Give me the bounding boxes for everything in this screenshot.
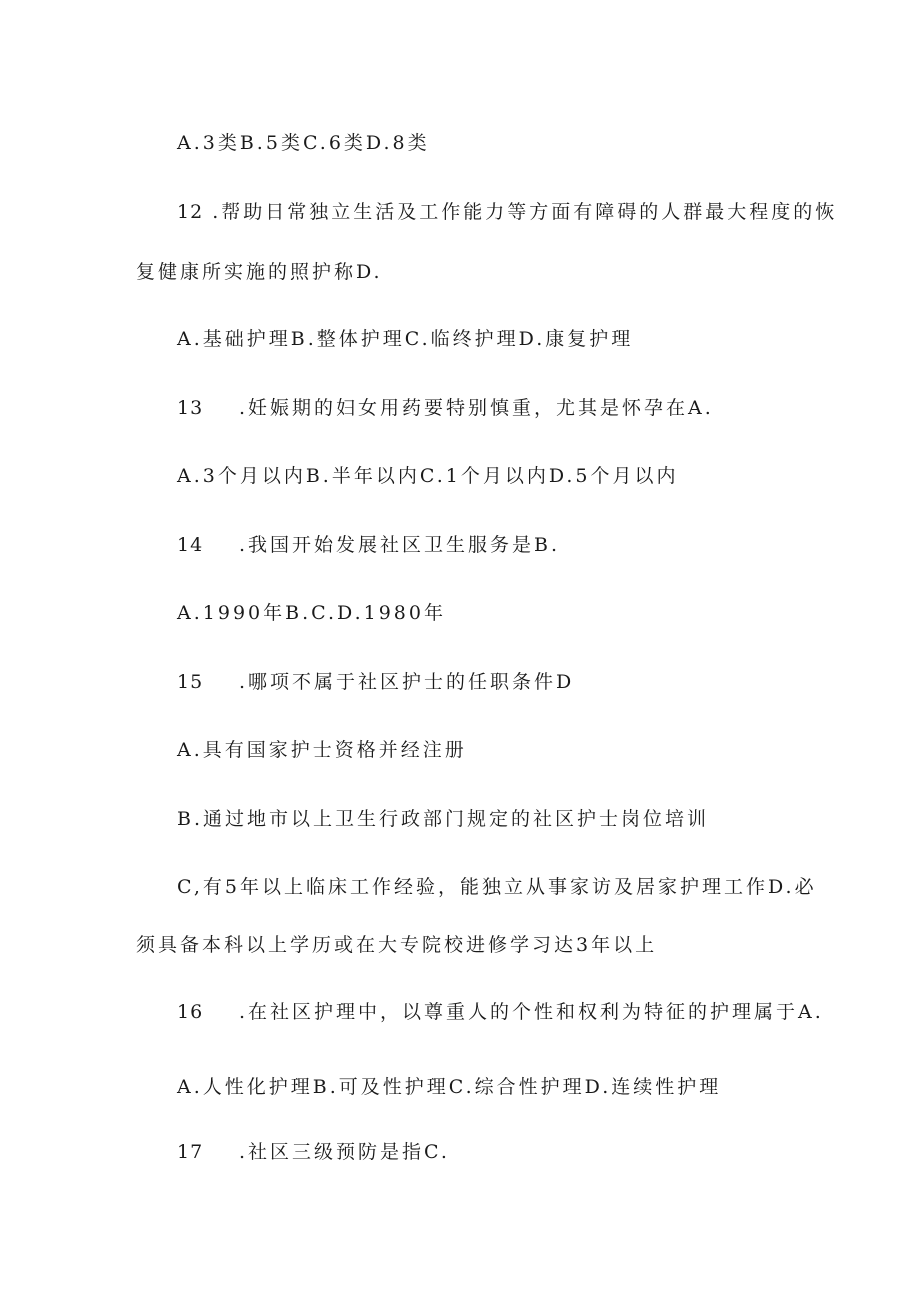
q12-stem — [177, 200, 837, 224]
q15-option-cd-continued: 须具备本科以上学历或在大专院校进修学习达3年以上 — [136, 934, 658, 956]
q16-options: A.人性化护理B.可及性护理C.综合性护理D.连续性护理 — [177, 1076, 722, 1098]
question-number: 14 — [177, 534, 204, 556]
question-text: .帮助日常独立生活及工作能力等方面有障碍的人群最大程度的恢 — [212, 201, 838, 223]
q17-stem — [177, 1140, 450, 1164]
question-text: .妊娠期的妇女用药要特别慎重，尤其是怀孕在A. — [239, 397, 714, 419]
q14-stem — [177, 533, 560, 557]
q12-options: A.基础护理B.整体护理C.临终护理D.康复护理 — [177, 328, 634, 350]
question-number: 17 — [177, 1141, 204, 1163]
q12-stem-continued: 复健康所实施的照护称D. — [136, 261, 383, 283]
question-number: 16 — [177, 1001, 204, 1023]
question-number: 12 — [177, 201, 204, 223]
question-number: 13 — [177, 397, 204, 419]
q13-stem — [177, 396, 714, 420]
question-text: .我国开始发展社区卫生服务是B. — [239, 534, 561, 556]
q15-option-a: A.具有国家护士资格并经注册 — [177, 739, 467, 761]
q13-options: A.3个月以内B.半年以内C.1个月以内D.5个月以内 — [177, 465, 679, 487]
question-text: .社区三级预防是指C. — [239, 1141, 450, 1163]
q15-stem — [177, 670, 574, 694]
q16-stem — [177, 1000, 824, 1024]
q15-option-cd: C,有5年以上临床工作经验，能独立从事家访及居家护理工作D.必 — [177, 876, 817, 898]
q11-options: A.3类B.5类C.6类D.8类 — [177, 132, 430, 154]
q14-options: A.1990年B.C.D.1980年 — [177, 602, 446, 624]
question-text: .哪项不属于社区护士的任职条件D — [239, 671, 575, 693]
question-number: 15 — [177, 671, 204, 693]
q15-option-b: B.通过地市以上卫生行政部门规定的社区护士岗位培训 — [177, 808, 710, 830]
question-text: .在社区护理中，以尊重人的个性和权利为特征的护理属于A. — [239, 1001, 824, 1023]
